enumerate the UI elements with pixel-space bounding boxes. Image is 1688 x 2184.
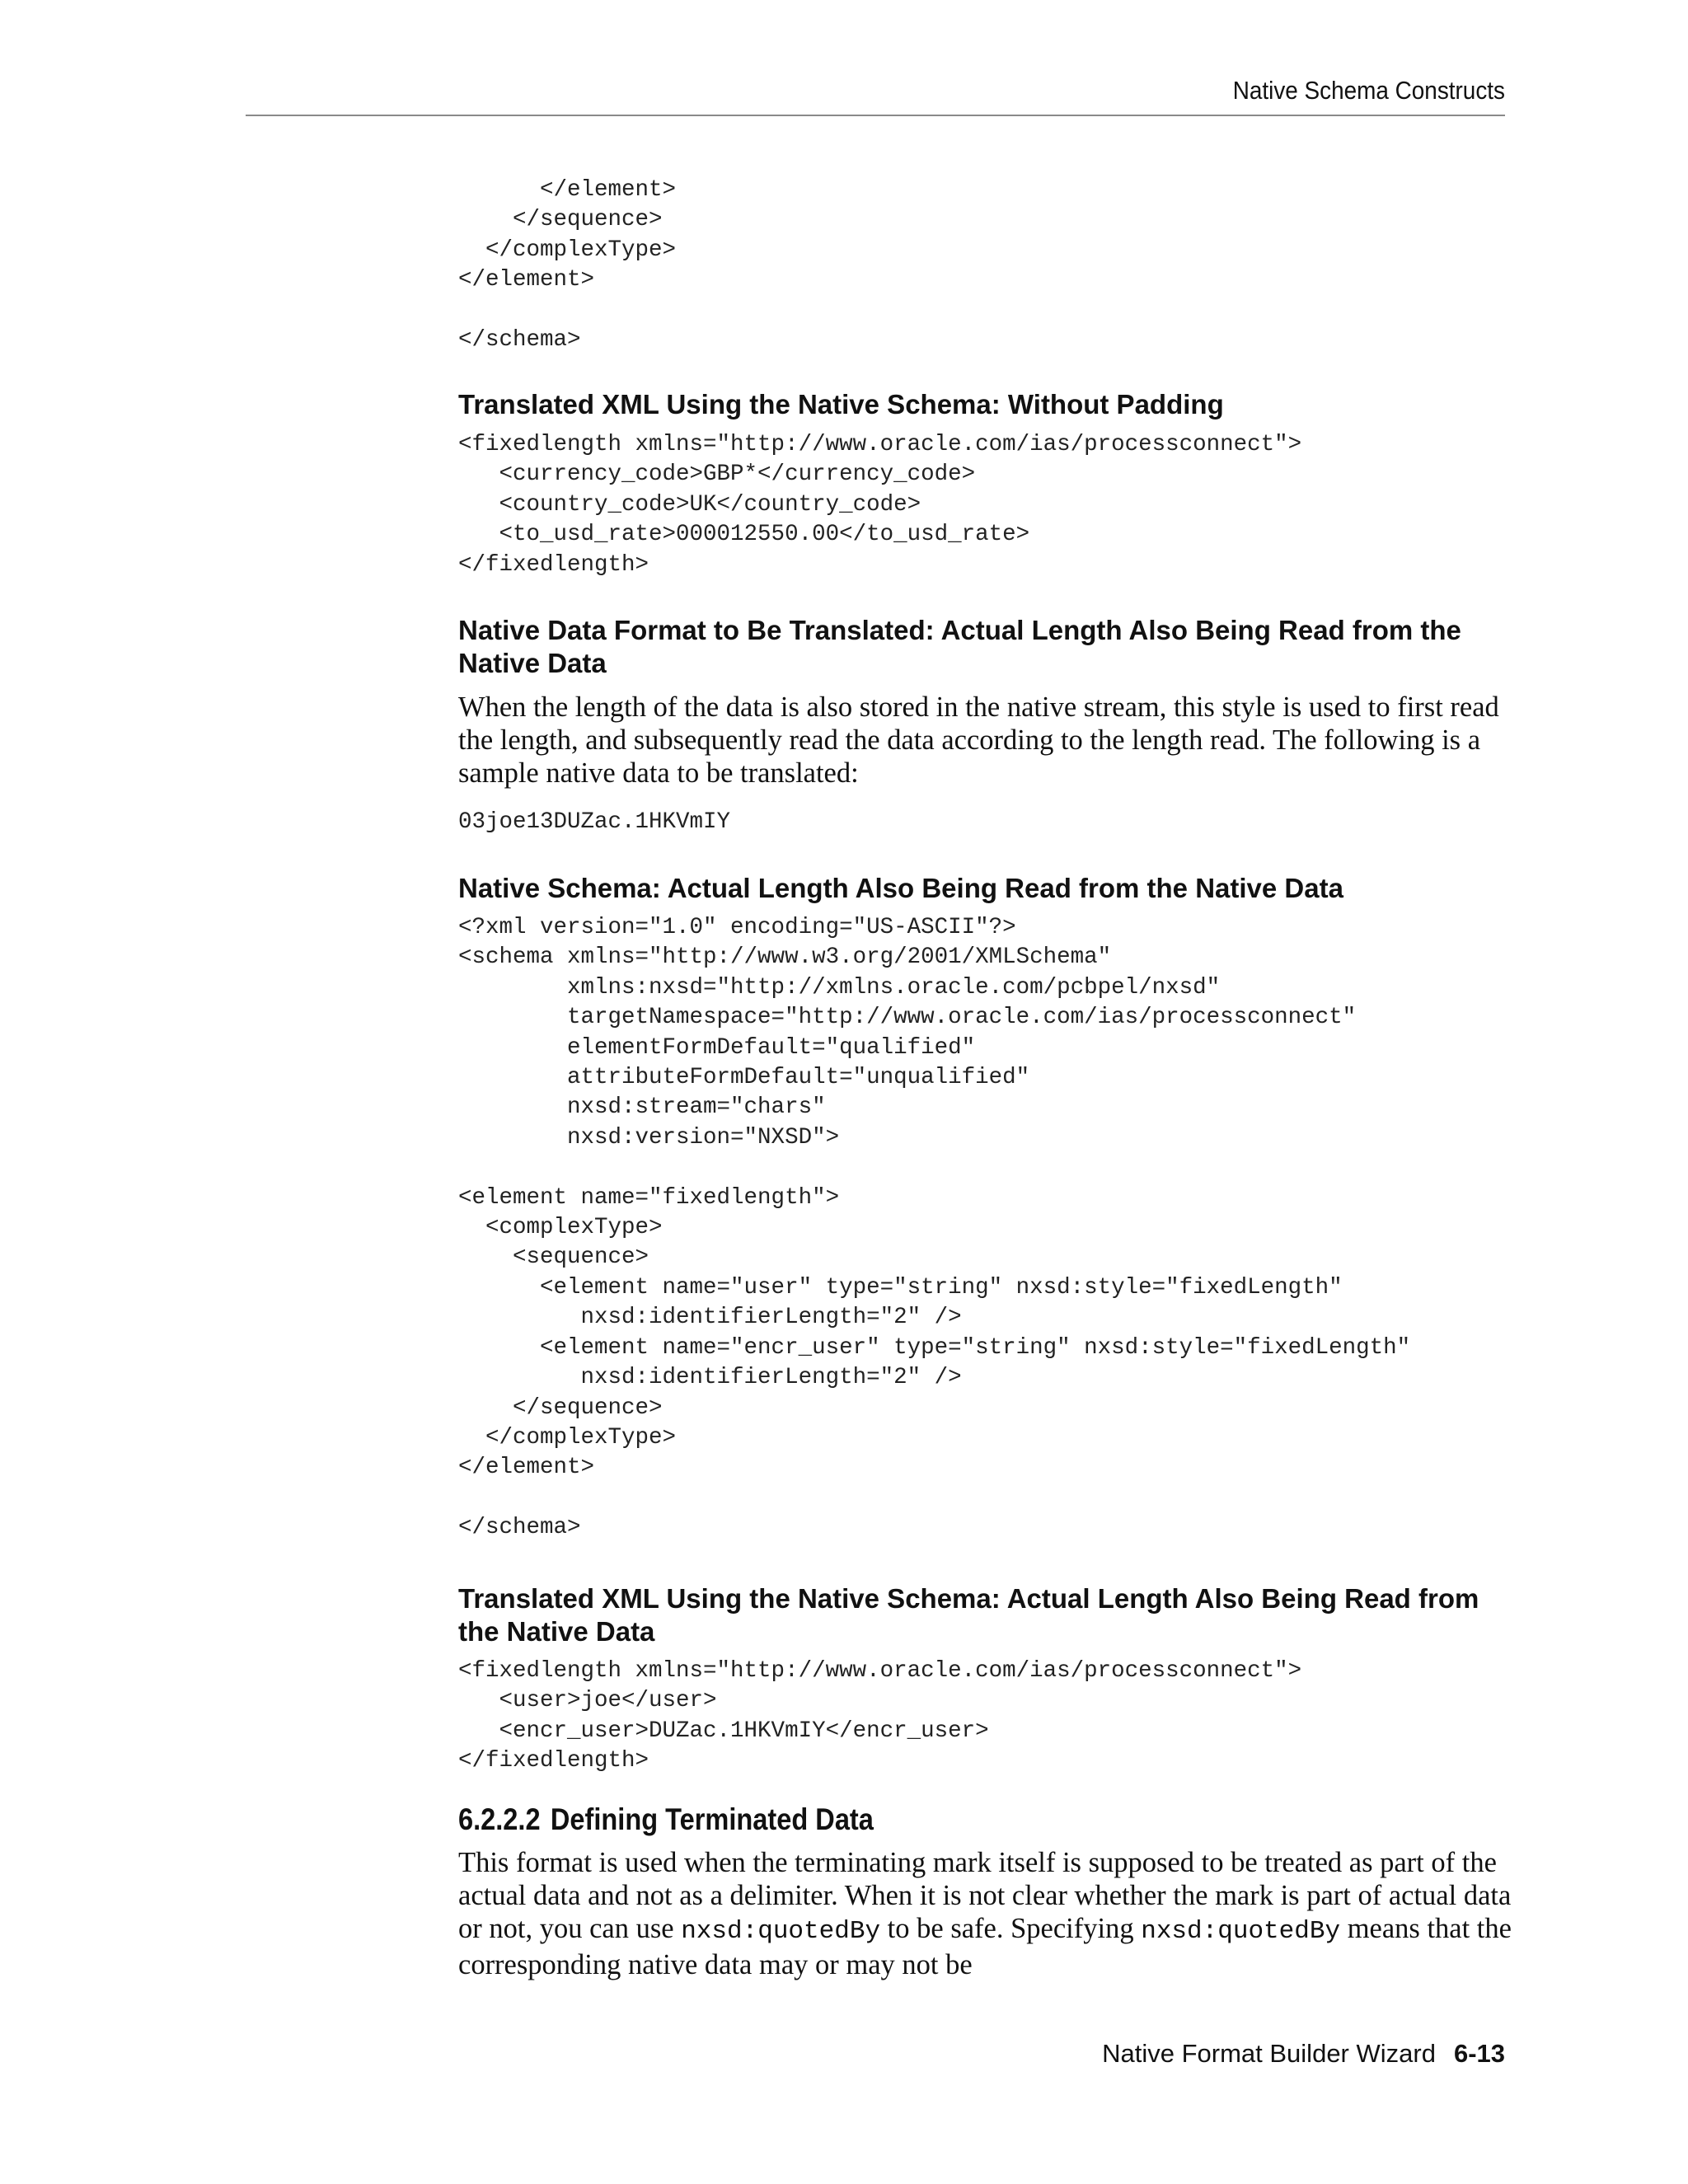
section-title: Defining Terminated Data — [550, 1802, 874, 1836]
inline-code-quotedby: nxsd:quotedBy — [681, 1917, 881, 1946]
code-block-sample-native-data: 03joe13DUZac.1HKVmIY — [458, 809, 731, 835]
heading-native-schema-actual-length: Native Schema: Actual Length Also Being Read from the Native Data — [458, 873, 1343, 903]
paragraph-text-part3: means that the corresponding native data may or may not be — [458, 1913, 1512, 1980]
heading-native-data-format-actual-length: Native Data Format to Be Translated: Actual Length Also Being Read from the Native Data — [458, 615, 1461, 678]
paragraph-text-part1: This format is used when the terminating mark itself is supposed to be treated as part of the actual data and not as a delimiter. When it is not clear whether the mark is part of actual data or not, you can use — [458, 1847, 1512, 1944]
page-number: 6-13 — [1453, 2039, 1505, 2068]
section-heading-defining-terminated-data — [458, 1802, 874, 1838]
header-rule — [246, 115, 1505, 116]
heading-translated-xml-actual-length: Translated XML Using the Native Schema: Actual Length Also Being Read from the Native Data — [458, 1583, 1479, 1647]
running-header: Native Schema Constructs — [1232, 76, 1505, 105]
page-footer — [1102, 2039, 1505, 2069]
code-block-translated-xml-without-padding: <fixedlength xmlns="http://www.oracle.com/ias/processconnect"> <currency_code>GBP*</currency_code> <country_code>UK</country_code> <to_usd_rate>000012550.00</to_usd_rate> </fixedlength> — [458, 432, 1302, 578]
code-block-native-schema-actual-length: <?xml version="1.0" encoding="US-ASCII"?> <schema xmlns="http://www.w3.org/2001/XMLSchema" xmlns:nxsd="http://xmlns.oracle.com/pcbpel/nxsd" targetNamespace="http://www.oracle.com/ias/processconnect" elementFormDefault="qualified" attributeFormDefault="unqualified" nxsd:stream="chars" nxsd:version="NXSD"> <element name="fixedlength"> <complexType> <sequence> <element name="user" type="string" nxsd:style="fixedLength" nxsd:identifierLength="2" /> <element name="encr_user" type="string" nxsd:style="fixedLength" nxsd:identifierLength="2" /> </sequence> </complexType> </element> </schema> — [458, 915, 1411, 1541]
heading-translated-xml-without-padding: Translated XML Using the Native Schema: Without Padding — [458, 389, 1224, 419]
code-block-translated-xml-actual-length: <fixedlength xmlns="http://www.oracle.com/ias/processconnect"> <user>joe</user> <encr_user>DUZac.1HKVmIY</encr_user> </fixedlength> — [458, 1658, 1302, 1774]
inline-code-quotedby-2: nxsd:quotedBy — [1141, 1917, 1341, 1946]
paragraph-text-part2: to be safe. Specifying — [880, 1913, 1142, 1944]
footer-title: Native Format Builder Wizard — [1102, 2039, 1436, 2068]
section-number: 6.2.2.2 — [458, 1802, 541, 1836]
paragraph-actual-length-description: When the length of the data is also stored in the native stream, this style is used to first read the length, and subsequently read the data according to the length read. The following is a sample native data to be translated: — [458, 691, 1499, 789]
code-block-schema-end: </element> </sequence> </complexType> </element> </schema> — [458, 177, 677, 354]
paragraph-terminated-data — [458, 1846, 1513, 1981]
